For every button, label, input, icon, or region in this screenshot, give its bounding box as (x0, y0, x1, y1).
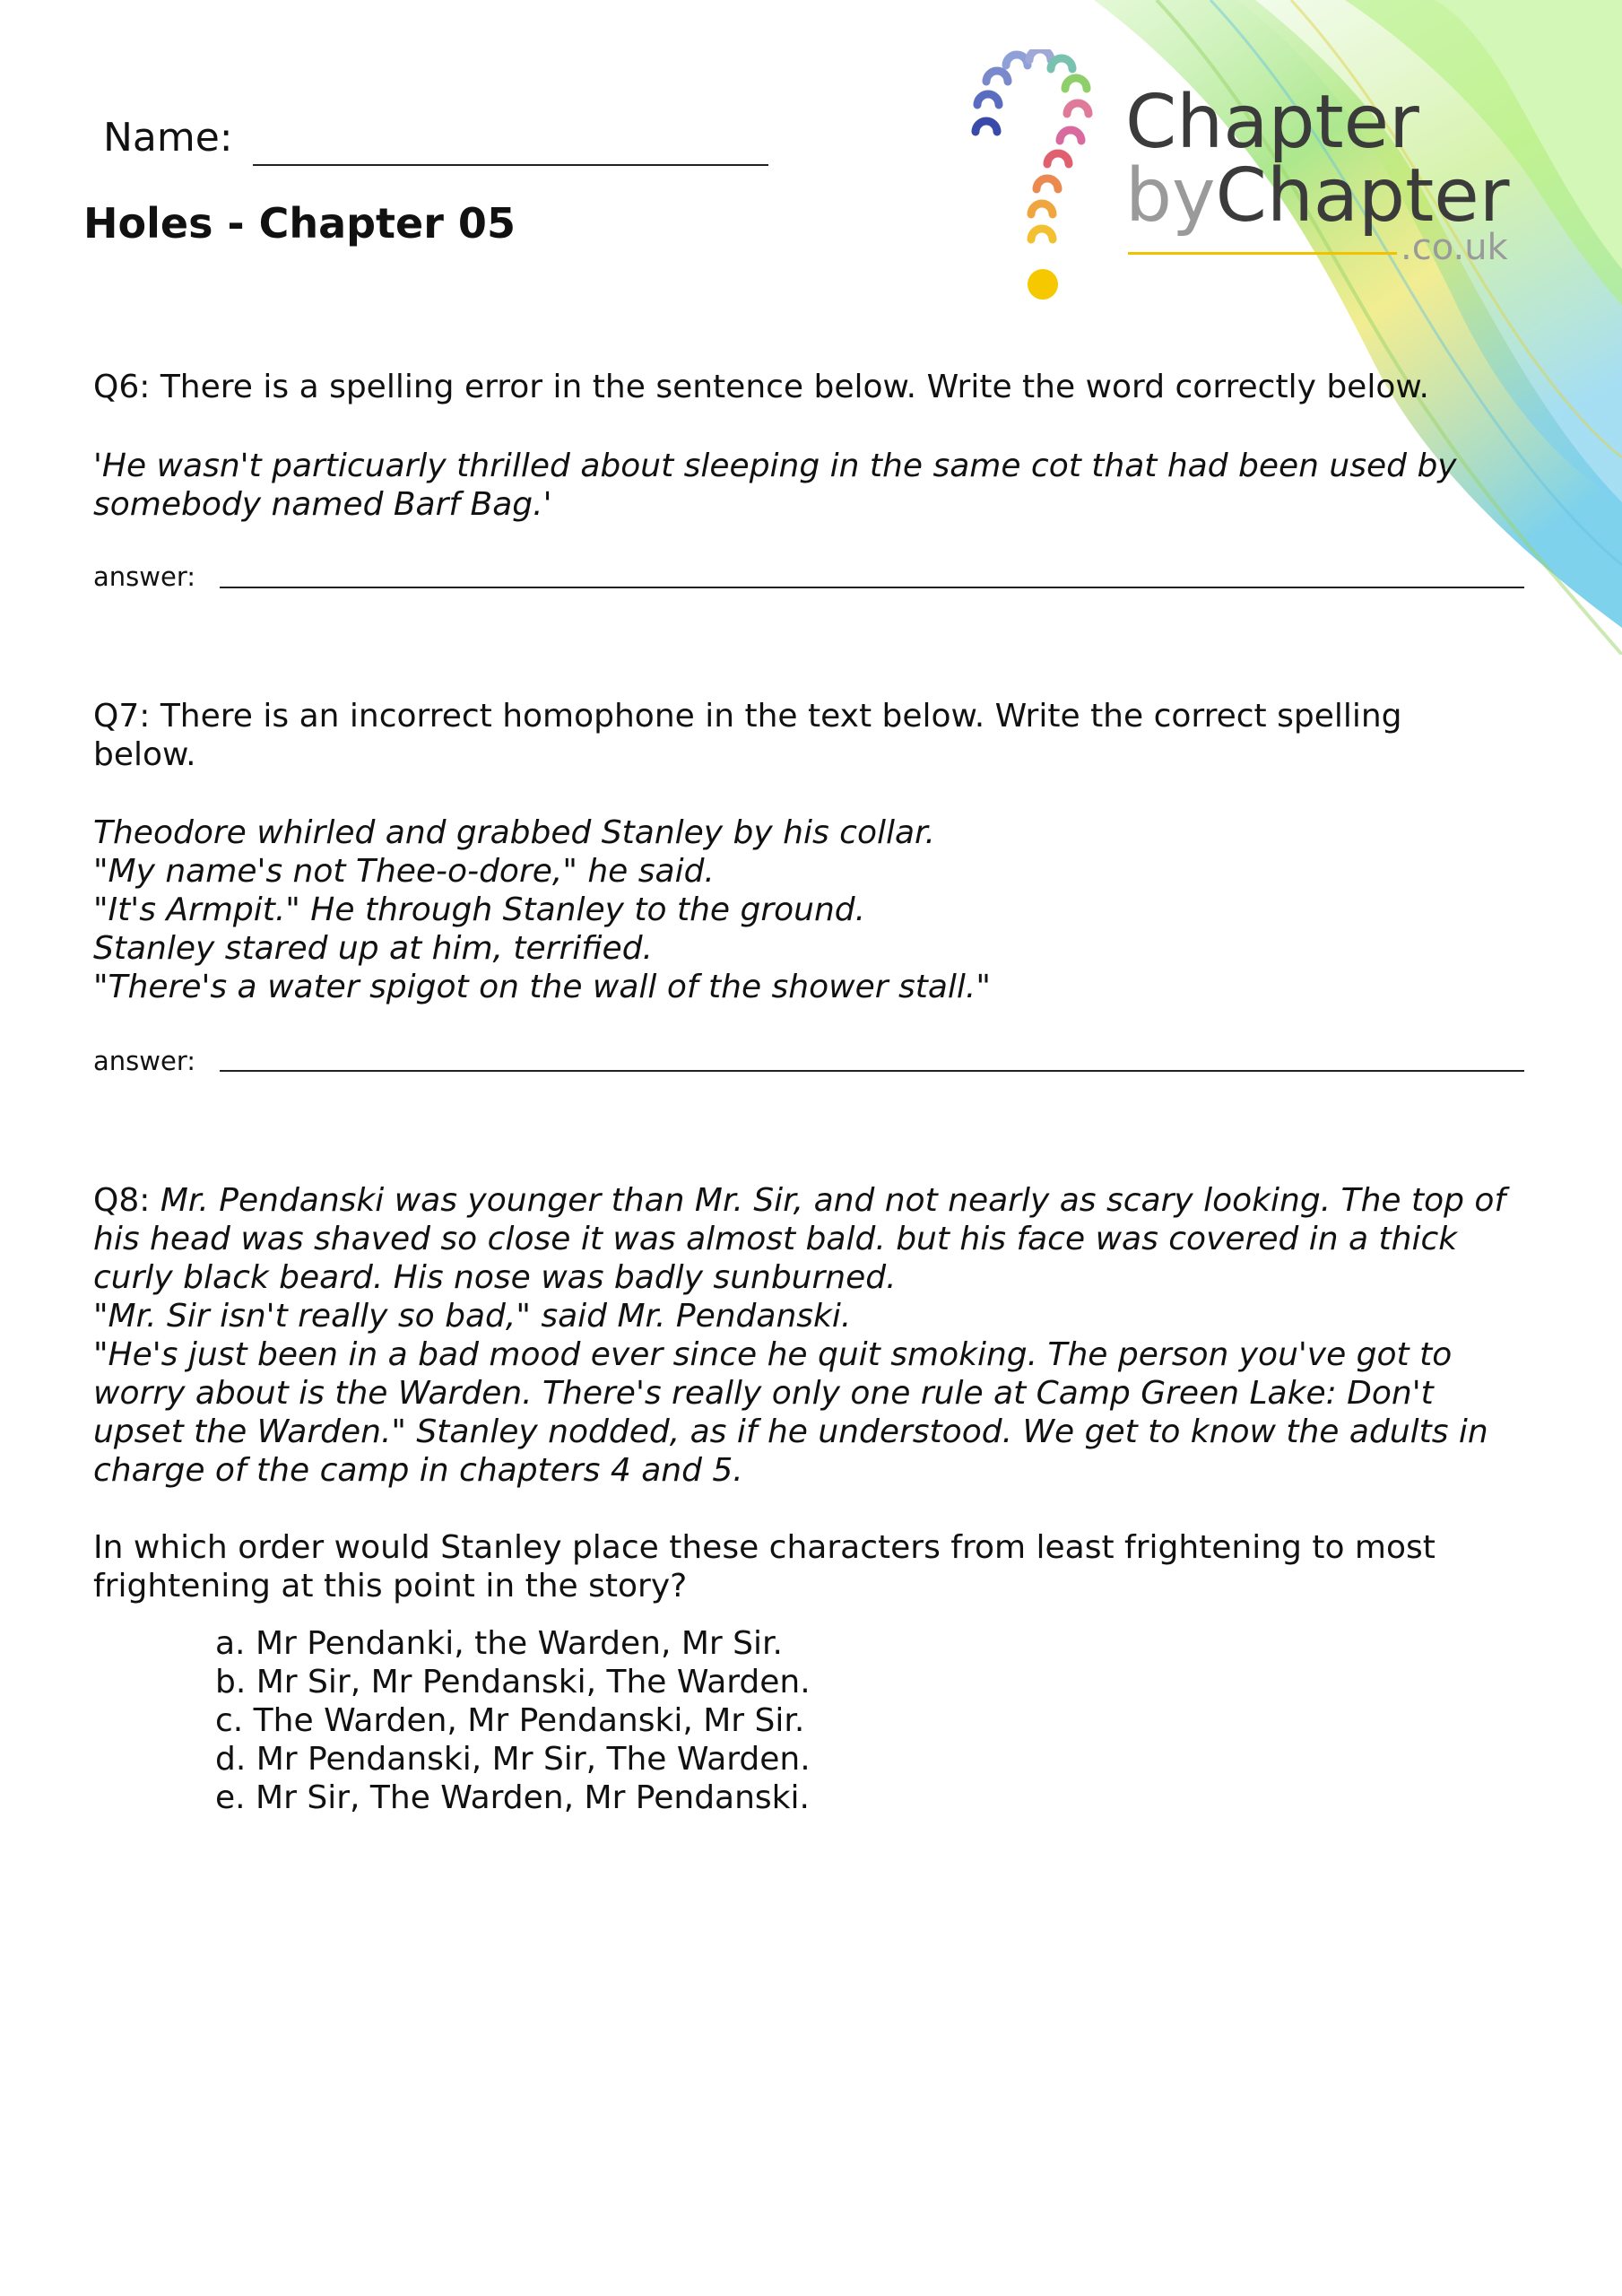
logo-domain: .co.uk (1401, 227, 1508, 268)
q7-answer-line[interactable] (220, 1070, 1524, 1072)
logo-line-chapter: Chapter (1125, 80, 1419, 165)
q7-prompt (93, 697, 1402, 774)
q7-quote-line: "There's a water spigot on the wall of the shower stall." (93, 969, 991, 1005)
q6-prompt: Q6: There is a spelling error in the sentence below. Write the word correctly below. (93, 369, 1429, 405)
q8-label: Q8: (93, 1182, 151, 1219)
q8-passage-line: "Mr. Sir isn't really so bad," said Mr. Pendanski. (93, 1298, 852, 1335)
worksheet-title: Holes - Chapter 05 (83, 199, 516, 248)
q6-answer-label: answer: (93, 561, 196, 592)
q6-answer-line[interactable] (220, 587, 1524, 588)
q8-option-b[interactable]: b. Mr Sir, Mr Pendanski, The Warden. (215, 1664, 811, 1700)
q8-option-a[interactable]: a. Mr Pendanki, the Warden, Mr Sir. (215, 1625, 783, 1662)
logo-underline (1128, 252, 1397, 255)
q7-answer-label: answer: (93, 1046, 196, 1076)
q8-options (215, 1624, 811, 1817)
question-mark-books-icon (950, 49, 1112, 309)
name-input-line[interactable] (253, 164, 768, 166)
logo-line-by-chapter (1125, 153, 1510, 239)
q8-passage-line: Mr. Pendanski was younger than Mr. Sir, and not nearly as scary looking. The top of (160, 1182, 1506, 1219)
q8-option-c[interactable]: c. The Warden, Mr Pendanski, Mr Sir. (215, 1702, 805, 1739)
q8-question-line: frightening at this point in the story? (93, 1568, 688, 1605)
chapter-by-chapter-logo (950, 49, 1578, 318)
q8-passage-line: charge of the camp in chapters 4 and 5. (93, 1452, 743, 1489)
q7-quote (93, 813, 991, 1006)
name-label: Name: (103, 115, 233, 161)
q6-quote-line: 'He wasn't particuarly thrilled about sleeping in the same cot that had been used by (93, 448, 1457, 484)
q8-passage-line: "He's just been in a bad mood ever since he quit smoking. The person you've got to (93, 1336, 1453, 1373)
q7-quote-line: Theodore whirled and grabbed Stanley by his collar. (93, 814, 935, 851)
q6-quote (93, 447, 1457, 524)
q7-prompt-line: Q7: There is an incorrect homophone in the text below. Write the correct spelling (93, 698, 1402, 735)
logo-word-chapter: Chapter (1215, 153, 1510, 239)
logo-word-by: by (1125, 153, 1216, 239)
q8-passage-line: worry about is the Warden. There's really only one rule at Camp Green Lake: Don't (93, 1375, 1434, 1412)
q8-passage-line: curly black beard. His nose was badly sunburned. (93, 1259, 897, 1296)
q8-passage-line: upset the Warden." Stanley nodded, as if he understood. We get to know the adults in (93, 1413, 1488, 1450)
q7-quote-line: "My name's not Thee-o-dore," he said. (93, 853, 715, 890)
q7-prompt-line: below. (93, 736, 196, 773)
q6-quote-line: somebody named Barf Bag.' (93, 486, 552, 523)
q8-option-d[interactable]: d. Mr Pendanski, Mr Sir, The Warden. (215, 1741, 811, 1778)
q8-passage-line: his head was shaved so close it was almost bald. but his face was covered in a thick (93, 1221, 1458, 1257)
q8-question (93, 1528, 1436, 1605)
q8-option-e[interactable]: e. Mr Sir, The Warden, Mr Pendanski. (215, 1779, 810, 1816)
q7-quote-line: "It's Armpit." He through Stanley to the ground. (93, 891, 866, 928)
q7-quote-line: Stanley stared up at him, terrified. (93, 930, 653, 967)
q8-question-line: In which order would Stanley place these characters from least frightening to most (93, 1529, 1436, 1566)
q8-passage (93, 1181, 1505, 1490)
